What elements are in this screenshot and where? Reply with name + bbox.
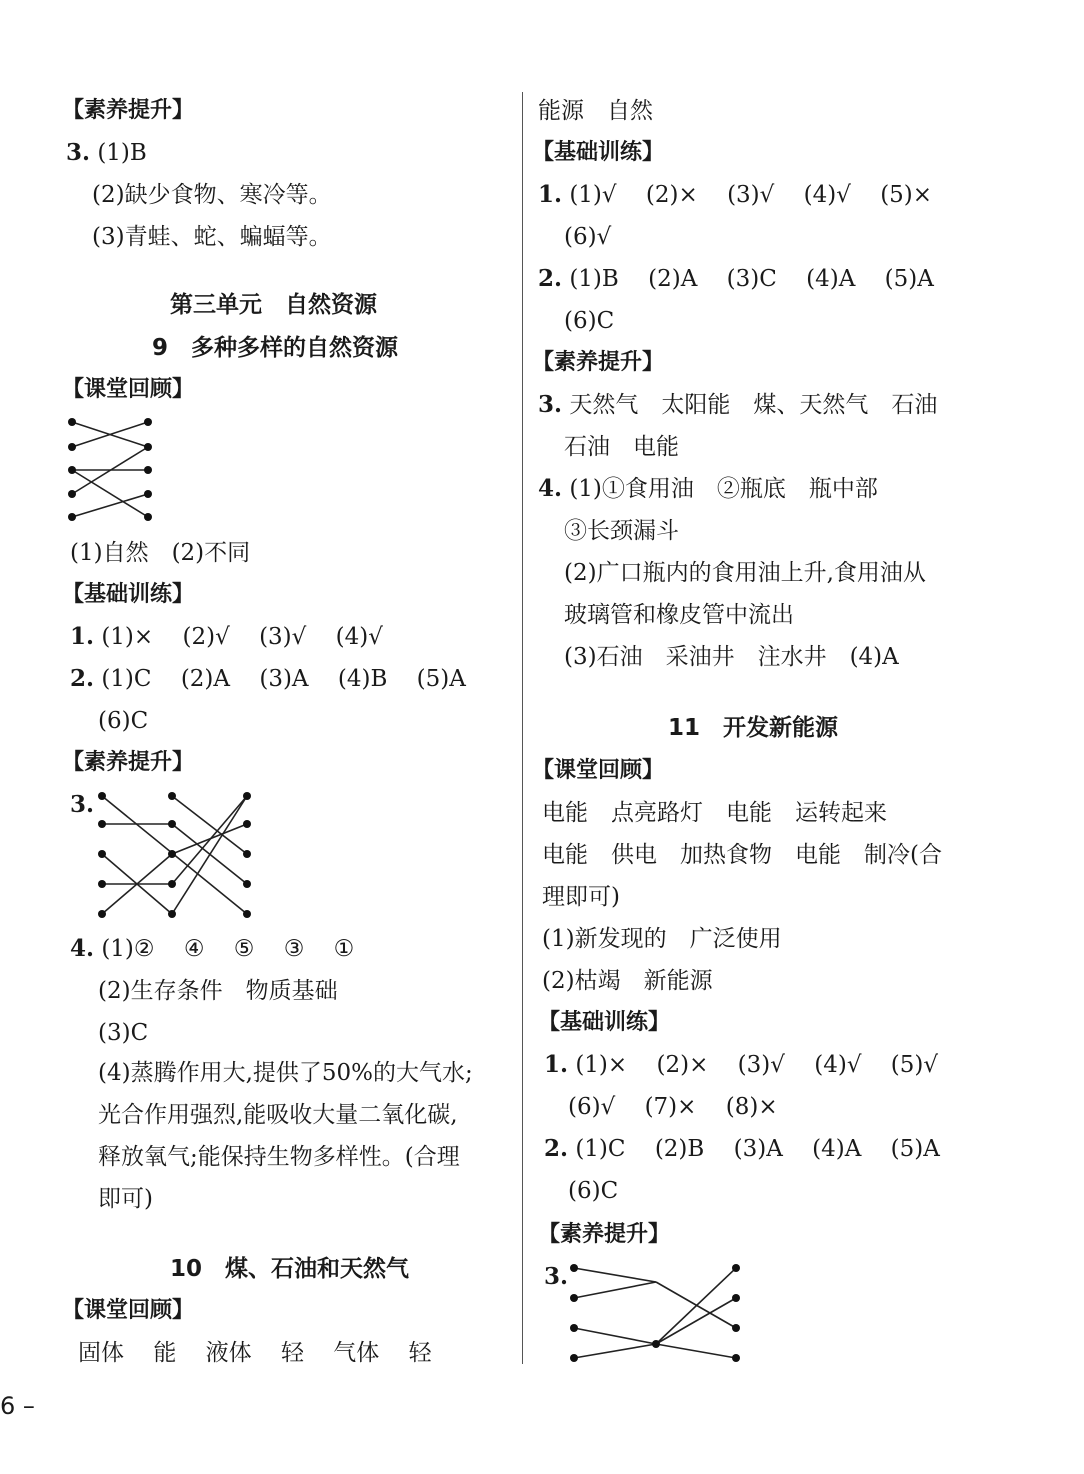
answer-line: (1)自然 (2)不同 — [70, 540, 251, 566]
answer-text: (1)①食用油 ②瓶底 瓶中部 — [569, 476, 878, 502]
match-dot — [68, 443, 76, 451]
answer-line: 玻璃管和橡皮管中流出 — [564, 602, 794, 628]
answer-item: 固体 — [78, 1340, 124, 1366]
answer-line: (1)新发现的 广泛使用 — [542, 926, 782, 952]
lesson-title: 9 多种多样的自然资源 — [152, 335, 399, 361]
question-number: 1. — [544, 1051, 569, 1078]
answer-item: (1)× — [575, 1052, 628, 1078]
answer-text: (1)B — [97, 140, 147, 166]
match-line — [72, 470, 148, 517]
question-1 — [70, 622, 383, 652]
answer-text: 天然气 太阳能 煤、天然气 石油 — [569, 392, 938, 418]
answer-item: (5)× — [880, 182, 933, 208]
answer-item: (8)× — [725, 1094, 778, 1120]
section-heading: 【课堂回顾】 — [62, 1298, 195, 1323]
matching-diagram — [60, 412, 160, 532]
question-number: 2. — [70, 665, 95, 692]
answer-line: 能源 自然 — [538, 98, 653, 124]
answer-line — [568, 1092, 778, 1122]
answer-item: (3)√ — [727, 182, 775, 208]
question-2 — [538, 264, 934, 294]
match-dot — [570, 1324, 578, 1332]
match-dot — [68, 490, 76, 498]
answer-item: ③ — [283, 936, 305, 962]
answer-line: (6)C — [568, 1178, 619, 1204]
match-dot — [68, 418, 76, 426]
answer-item: ① — [333, 936, 355, 962]
column-divider — [522, 92, 523, 1364]
answer-line: ③长颈漏斗 — [564, 518, 679, 544]
question-1 — [538, 180, 932, 210]
question-3 — [538, 390, 937, 420]
question-2 — [70, 664, 466, 694]
answer-item: (7)× — [644, 1094, 697, 1120]
answer-item: (1)× — [101, 624, 154, 650]
question-2 — [544, 1134, 940, 1164]
unit-title: 第三单元 自然资源 — [170, 292, 377, 318]
matching-diagram — [566, 1258, 746, 1368]
question-3 — [66, 138, 147, 168]
section-heading: 【素养提升】 — [538, 1222, 671, 1247]
answer-item: (2)A — [648, 266, 698, 292]
match-dot — [732, 1264, 740, 1272]
answer-item: (5)A — [416, 666, 466, 692]
answer-item: (4)√ — [814, 1052, 862, 1078]
answer-item: (2)√ — [182, 624, 230, 650]
answer-line: 释放氧气;能保持生物多样性。(合理 — [98, 1144, 460, 1170]
match-line — [172, 796, 247, 914]
section-heading: 【课堂回顾】 — [62, 377, 195, 402]
match-dot — [732, 1354, 740, 1362]
match-dot — [144, 513, 152, 521]
question-number: 4. — [538, 475, 563, 502]
answer-line: 电能 供电 加热食物 电能 制冷(合 — [542, 842, 942, 868]
question-number: 3. — [70, 791, 95, 818]
answer-item: 轻 — [280, 1340, 304, 1366]
answer-line: (6)C — [564, 308, 615, 334]
match-line — [656, 1268, 736, 1344]
match-dot — [144, 443, 152, 451]
match-dot — [98, 910, 106, 918]
answer-line: (6)√ — [564, 224, 612, 250]
match-line — [574, 1328, 656, 1344]
answer-item: (5)A — [890, 1136, 940, 1162]
match-line — [574, 1282, 656, 1298]
match-line — [72, 494, 148, 517]
answer-item: (1)C — [575, 1136, 626, 1162]
answer-item: (3)A — [733, 1136, 783, 1162]
answer-line: 石油 电能 — [564, 434, 679, 460]
matching-diagram — [92, 786, 262, 926]
answer-line: (3)石油 采油井 注水井 (4)A — [564, 644, 899, 670]
answer-line: 即可) — [98, 1186, 153, 1212]
question-1 — [544, 1050, 938, 1080]
match-dot — [243, 880, 251, 888]
question-4 — [538, 474, 878, 504]
page-number: 6 – — [0, 1392, 35, 1420]
match-line — [172, 796, 247, 884]
match-dot — [144, 418, 152, 426]
answer-item: (2)× — [656, 1052, 709, 1078]
match-dot — [144, 490, 152, 498]
answer-line: (2)生存条件 物质基础 — [98, 978, 338, 1004]
section-heading: 【素养提升】 — [532, 350, 665, 375]
answer-item: 气体 — [333, 1340, 380, 1366]
match-dot — [168, 850, 176, 858]
question-number: 1. — [70, 623, 95, 650]
answer-item: (3)√ — [737, 1052, 785, 1078]
match-dot — [570, 1294, 578, 1302]
answer-item: ④ — [183, 936, 205, 962]
answer-item: (3)C — [726, 266, 777, 292]
question-number: 1. — [538, 181, 563, 208]
answer-item: (4)A — [806, 266, 856, 292]
answer-line: (4)蒸腾作用大,提供了50%的大气水; — [98, 1060, 473, 1086]
answer-line: (3)青蛙、蛇、蝙蝠等。 — [92, 224, 332, 250]
answer-item: (1)② — [101, 936, 155, 962]
answer-item: (6)√ — [568, 1094, 616, 1120]
match-dot — [98, 792, 106, 800]
answer-line: (2)广口瓶内的食用油上升,食用油从 — [564, 560, 926, 586]
match-dot — [98, 820, 106, 828]
match-dot — [168, 820, 176, 828]
answer-line: (3)C — [98, 1020, 149, 1046]
answer-item: (4)A — [812, 1136, 862, 1162]
match-dot — [68, 466, 76, 474]
question-number: 2. — [544, 1135, 569, 1162]
answer-item: 液体 — [205, 1340, 252, 1366]
match-dot — [652, 1340, 660, 1348]
question-4 — [70, 934, 354, 964]
match-dot — [732, 1294, 740, 1302]
match-dot — [168, 910, 176, 918]
question-number: 3. — [538, 391, 563, 418]
match-line — [656, 1344, 736, 1358]
match-dot — [570, 1354, 578, 1362]
answer-item: (5)√ — [890, 1052, 939, 1078]
answer-item: 轻 — [408, 1340, 432, 1366]
answer-line — [78, 1338, 432, 1368]
match-dot — [243, 820, 251, 828]
question-number: 3. — [544, 1263, 569, 1290]
answer-item: (3)√ — [259, 624, 307, 650]
section-heading: 【素养提升】 — [62, 750, 195, 775]
match-dot — [243, 850, 251, 858]
match-dot — [243, 910, 251, 918]
match-line — [574, 1344, 656, 1358]
answer-item: (1)B — [569, 266, 619, 292]
match-dot — [168, 792, 176, 800]
answer-line: (2)枯竭 新能源 — [542, 968, 713, 994]
answer-line: 理即可) — [542, 884, 620, 910]
answer-line: 光合作用强烈,能吸收大量二氧化碳, — [98, 1102, 458, 1128]
answer-item: (4)√ — [335, 624, 383, 650]
match-line — [172, 796, 247, 854]
question-number: 4. — [70, 935, 95, 962]
section-heading: 【基础训练】 — [62, 582, 195, 607]
answer-line: (2)缺少食物、寒冷等。 — [92, 182, 332, 208]
match-dot — [98, 850, 106, 858]
match-dot — [168, 880, 176, 888]
question-number: 3. — [66, 139, 91, 166]
match-dot — [570, 1264, 578, 1272]
question-number: 2. — [538, 265, 563, 292]
section-heading: 【课堂回顾】 — [532, 758, 665, 783]
answer-item: (5)A — [884, 266, 934, 292]
answer-item: (1)C — [101, 666, 152, 692]
answer-item: (4)B — [337, 666, 388, 692]
answer-line: 电能 点亮路灯 电能 运转起来 — [542, 800, 887, 826]
answer-item: (3)A — [259, 666, 309, 692]
answer-item: (4)√ — [803, 182, 851, 208]
match-dot — [243, 792, 251, 800]
answer-item: 能 — [153, 1340, 177, 1366]
answer-item: (2)A — [180, 666, 231, 692]
match-dot — [98, 880, 106, 888]
lesson-title: 10 煤、石油和天然气 — [170, 1256, 410, 1282]
match-dot — [68, 513, 76, 521]
lesson-title: 11 开发新能源 — [668, 715, 839, 741]
answer-line: (6)C — [98, 708, 149, 734]
section-heading: 【基础训练】 — [532, 140, 665, 165]
match-dot — [144, 466, 152, 474]
answer-item: (1)√ — [569, 182, 617, 208]
match-dot — [732, 1324, 740, 1332]
answer-item: (2)B — [654, 1136, 705, 1162]
match-line — [574, 1268, 656, 1282]
answer-item: (2)× — [645, 182, 698, 208]
answer-item: ⑤ — [233, 936, 255, 962]
section-heading: 【基础训练】 — [538, 1010, 671, 1035]
section-heading: 【素养提升】 — [62, 98, 195, 123]
